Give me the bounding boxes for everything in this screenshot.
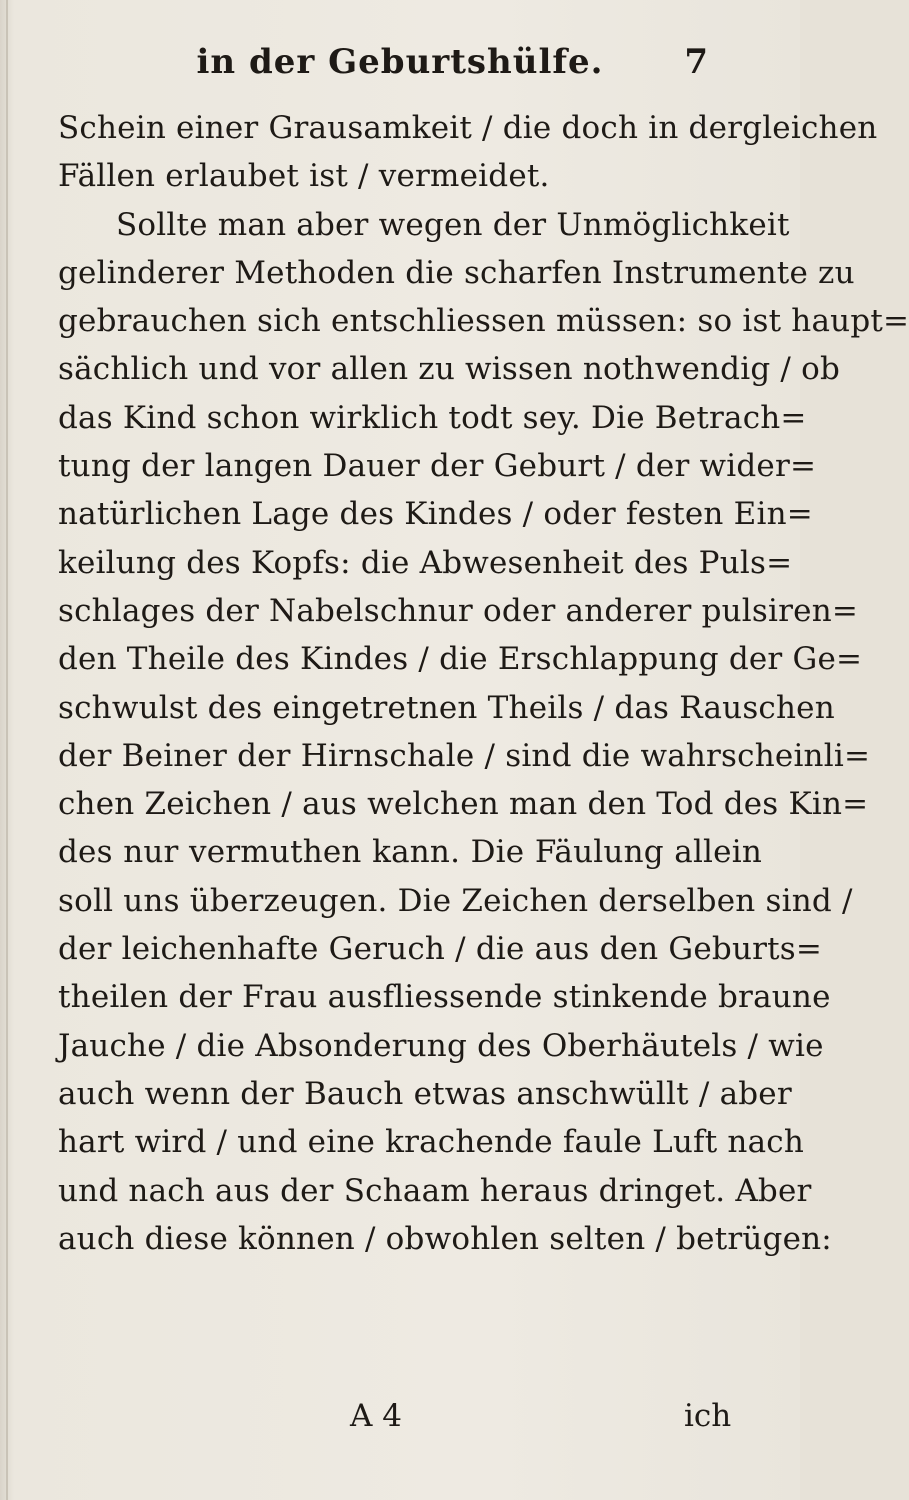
page-header [0, 38, 800, 98]
text-line: schlages der Nabelschnur oder anderer pulsiren= [58, 592, 859, 629]
page-gutter [6, 0, 8, 1500]
text-line: den Theile des Kindes / die Erschlappung der Ge= [58, 641, 863, 678]
text-line: schwulst des eingetretnen Theils / das Rauschen [58, 689, 835, 726]
running-head: in der Geburtshülfe. [196, 42, 604, 82]
text-line: theilen der Frau ausfliessende stinkende braune [58, 979, 831, 1016]
catchword: ich [684, 1398, 732, 1434]
text-line: das Kind schon wirklich todt sey. Die Betrach= [58, 399, 807, 436]
text-line: der leichenhafte Geruch / die aus den Geburts= [58, 931, 823, 968]
text-line: tung der langen Dauer der Geburt / der wider= [58, 448, 817, 485]
page-footer [0, 1398, 800, 1448]
text-line: Jauche / die Absonderung des Oberhäutels / wie [58, 1027, 824, 1064]
text-line: und nach aus der Schaam heraus dringet. Aber [58, 1172, 812, 1209]
text-line: des nur vermuthen kann. Die Fäulung allein [58, 834, 762, 871]
text-line: Schein einer Grausamkeit / die doch in dergleichen [58, 110, 878, 146]
text-line: gebrauchen sich entschliessen müssen: so ist haupt= [58, 303, 909, 340]
text-line: Sollte man aber wegen der Unmöglichkeit [116, 206, 790, 243]
text-line: chen Zeichen / aus welchen man den Tod des Kin= [58, 786, 869, 823]
text-line: natürlichen Lage des Kindes / oder festen Ein= [58, 496, 813, 533]
body-text [58, 104, 909, 1263]
text-line: sächlich und vor allen zu wissen nothwendig / ob [58, 351, 841, 388]
page-number: 7 [684, 42, 708, 82]
text-line: auch diese können / obwohlen selten / betrügen: [58, 1220, 832, 1257]
signature-mark: A 4 [350, 1398, 402, 1434]
text-line: soll uns überzeugen. Die Zeichen derselben sind / [58, 882, 853, 919]
text-line: der Beiner der Hirnschale / sind die wahrscheinli= [58, 737, 871, 774]
text-line: hart wird / und eine krachende faule Luft nach [58, 1124, 805, 1161]
text-line: auch wenn der Bauch etwas anschwüllt / aber [58, 1075, 792, 1112]
text-line: Fällen erlaubet ist / vermeidet. [58, 158, 550, 195]
text-line: gelinderer Methoden die scharfen Instrumente zu [58, 254, 855, 291]
text-line: keilung des Kopfs: die Abwesenheit des Puls= [58, 544, 793, 581]
